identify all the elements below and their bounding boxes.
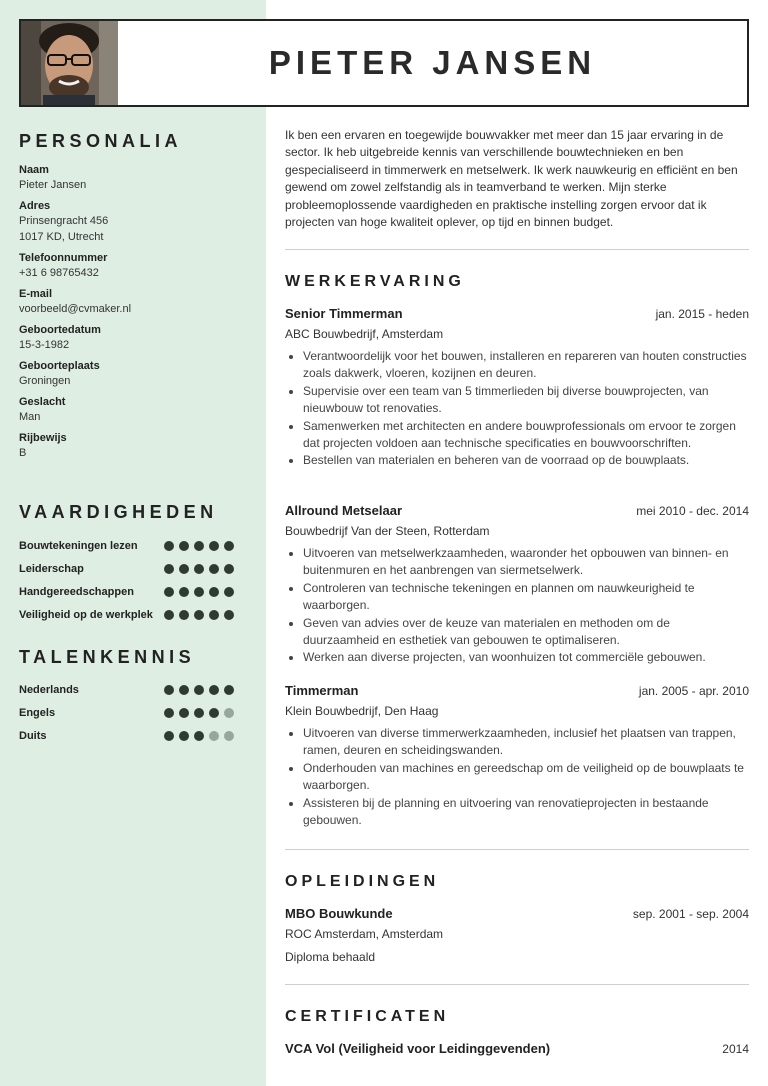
job-duty: • Verantwoordelijk voor het bouwen, installeren en repareren van houten constructies zoals dakwerk, vloeren, kozijnen en deuren. (303, 348, 749, 383)
personal-label: E-mail (19, 288, 53, 300)
skill-name: Leiderschap (19, 562, 84, 575)
skill-row (19, 603, 234, 626)
education-note: Diploma behaald (285, 950, 376, 964)
personal-label: Geboortedatum (19, 324, 101, 336)
job-company: Klein Bouwbedrijf, Den Haag (285, 704, 439, 718)
languages-heading: TALENKENNIS (19, 647, 196, 667)
rating-dot-filled (209, 587, 219, 597)
personal-label: Rijbewijs (19, 432, 67, 444)
education-date: sep. 2001 - sep. 2004 (632, 907, 749, 921)
personal-value: 1017 KD, Utrecht (19, 231, 104, 243)
languages-list (19, 678, 234, 747)
rating-dot-filled (179, 731, 189, 741)
skill-rating (164, 610, 234, 620)
rating-dot-filled (179, 610, 189, 620)
language-name: Nederlands (19, 683, 79, 696)
skill-name: Handgereedschappen (19, 585, 134, 598)
rating-dot-filled (194, 708, 204, 718)
certificate-title: VCA Vol (Veiligheid voor Leidinggevenden) (285, 1041, 551, 1056)
job-duty: • Werken aan diverse projecten, van woonhuizen tot commerciële gebouwen. (303, 649, 749, 666)
job-duty: • Controleren van technische tekeningen en plannen om nauwkeurigheid te waarborgen. (303, 580, 749, 615)
job-title: Timmerman (285, 683, 359, 698)
certificates-heading: CERTIFICATEN (285, 1008, 450, 1025)
job-duty: • Bestellen van materialen en beheren van de voorraad op de bouwplaats. (303, 452, 749, 469)
job-duty: • Samenwerken met architecten en andere bouwprofessionals om ervoor te zorgen dat projecten voldoen aan technische specificaties en bouwvoorschriften. (303, 418, 749, 453)
rating-dot-filled (224, 610, 234, 620)
personal-value: voorbeeld@cvmaker.nl (19, 303, 132, 315)
personal-value: 15-3-1982 (19, 339, 70, 351)
skills-heading: VAARDIGHEDEN (19, 502, 218, 522)
rating-dot-filled (194, 541, 204, 551)
job-duties (285, 545, 749, 667)
rating-dot-filled (164, 610, 174, 620)
job-company: ABC Bouwbedrijf, Amsterdam (285, 327, 444, 341)
rating-dot-filled (164, 731, 174, 741)
job-entry (285, 683, 749, 829)
rating-dot-filled (209, 541, 219, 551)
rating-dot-filled (209, 610, 219, 620)
personal-value: Man (19, 411, 41, 423)
rating-dot-filled (224, 541, 234, 551)
personal-value: B (19, 447, 27, 459)
divider (285, 984, 749, 985)
rating-dot-filled (224, 564, 234, 574)
experience-heading: WERKERVARING (285, 273, 465, 290)
personal-label: Adres (19, 200, 51, 212)
job-duties (285, 725, 749, 829)
education-school: ROC Amsterdam, Amsterdam (285, 927, 444, 941)
job-entry (285, 306, 749, 470)
education-heading: OPLEIDINGEN (285, 873, 440, 890)
rating-dot-filled (179, 587, 189, 597)
job-duty: • Assisteren bij de planning en uitvoering van renovatieprojecten in bestaande gebouwen. (303, 795, 749, 830)
rating-dot-filled (164, 587, 174, 597)
rating-dot-filled (179, 564, 189, 574)
job-duty: • Uitvoeren van metselwerkzaamheden, waaronder het opbouwen van binnen- en buitenmuren en het aanbrengen van siermetselwerk. (303, 545, 749, 580)
job-date: jan. 2005 - apr. 2010 (638, 684, 749, 698)
divider (285, 249, 749, 250)
job-company: Bouwbedrijf Van der Steen, Rotterdam (285, 524, 490, 538)
job-title: Allround Metselaar (285, 503, 403, 518)
personal-details (19, 163, 249, 461)
rating-dot-filled (194, 610, 204, 620)
certificate-year: 2014 (722, 1042, 749, 1056)
education-title: MBO Bouwkunde (285, 906, 393, 921)
job-duty: • Supervisie over een team van 5 timmerlieden bij diverse bouwprojecten, van nieuwbouw tot renovaties. (303, 383, 749, 418)
rating-dot-filled (164, 708, 174, 718)
language-name: Engels (19, 706, 56, 719)
skill-name: Veiligheid op de werkplek (19, 608, 153, 621)
personal-value: Groningen (19, 375, 71, 387)
rating-dot-filled (194, 731, 204, 741)
language-rating (164, 731, 234, 741)
skill-rating (164, 541, 234, 551)
skills-list (19, 534, 234, 626)
rating-dot-empty (224, 708, 234, 718)
language-rating (164, 708, 234, 718)
header (19, 19, 749, 107)
rating-dot-filled (194, 685, 204, 695)
skill-row (19, 580, 234, 603)
job-title: Senior Timmerman (285, 306, 403, 321)
rating-dot-filled (224, 587, 234, 597)
rating-dot-empty (209, 731, 219, 741)
rating-dot-filled (164, 564, 174, 574)
personal-value: Prinsengracht 456 (19, 215, 109, 227)
candidate-name: PIETER JANSEN (268, 44, 597, 81)
language-row (19, 678, 234, 701)
profile-summary: Ik ben een ervaren en toegewijde bouwvakker met meer dan 15 jaar ervaring in de sector. Ik heb uitgebreide kennis van verschillende bouwtechnieken en ben gespecialiseerd in timmerwerk en metselwerk. Ik werk nauwkeurig en efficiënt en ben gewend om zowel zelfstandig als in teamverband te werken. Mijn sterke probleemoplossende vaardigheden en praktische instelling zorgen ervoor dat ik projecten van hoge kwaliteit oplever, op tijd en binnen budget. (285, 128, 738, 230)
personal-label: Geslacht (19, 396, 66, 408)
skill-rating (164, 564, 234, 574)
personal-label: Naam (19, 164, 49, 176)
profile-photo (21, 21, 118, 105)
job-date: jan. 2015 - heden (655, 307, 749, 321)
personalia-heading: PERSONALIA (19, 131, 183, 151)
rating-dot-filled (194, 564, 204, 574)
job-duties (285, 348, 749, 470)
language-rating (164, 685, 234, 695)
language-row (19, 724, 234, 747)
rating-dot-filled (209, 685, 219, 695)
rating-dot-filled (209, 708, 219, 718)
certificate-entry (285, 1041, 749, 1056)
rating-dot-filled (179, 708, 189, 718)
rating-dot-filled (209, 564, 219, 574)
rating-dot-filled (179, 685, 189, 695)
job-duty: • Uitvoeren van diverse timmerwerkzaamheden, inclusief het plaatsen van trappen, ramen, deuren en scheidingswanden. (303, 725, 749, 760)
rating-dot-filled (179, 541, 189, 551)
rating-dot-filled (224, 685, 234, 695)
rating-dot-filled (194, 587, 204, 597)
education-entry (285, 906, 749, 964)
personal-label: Geboorteplaats (19, 360, 100, 372)
job-entry (285, 503, 749, 667)
job-duty: • Geven van advies over de keuze van materialen en methoden om de duurzaamheid en esthetiek van gebouwen te optimaliseren. (303, 615, 749, 650)
skill-name: Bouwtekeningen lezen (19, 539, 138, 552)
language-name: Duits (19, 729, 47, 742)
rating-dot-filled (164, 685, 174, 695)
skill-row (19, 534, 234, 557)
job-date: mei 2010 - dec. 2014 (636, 504, 749, 518)
rating-dot-filled (164, 541, 174, 551)
rating-dot-empty (224, 731, 234, 741)
divider (285, 849, 749, 850)
language-row (19, 701, 234, 724)
personal-label: Telefoonnummer (19, 252, 108, 264)
skill-row (19, 557, 234, 580)
personal-value: +31 6 98765432 (19, 267, 99, 279)
skill-rating (164, 587, 234, 597)
personal-value: Pieter Jansen (19, 179, 87, 191)
job-duty: • Onderhouden van machines en gereedschap om de veiligheid op de bouwplaats te waarborgen. (303, 760, 749, 795)
